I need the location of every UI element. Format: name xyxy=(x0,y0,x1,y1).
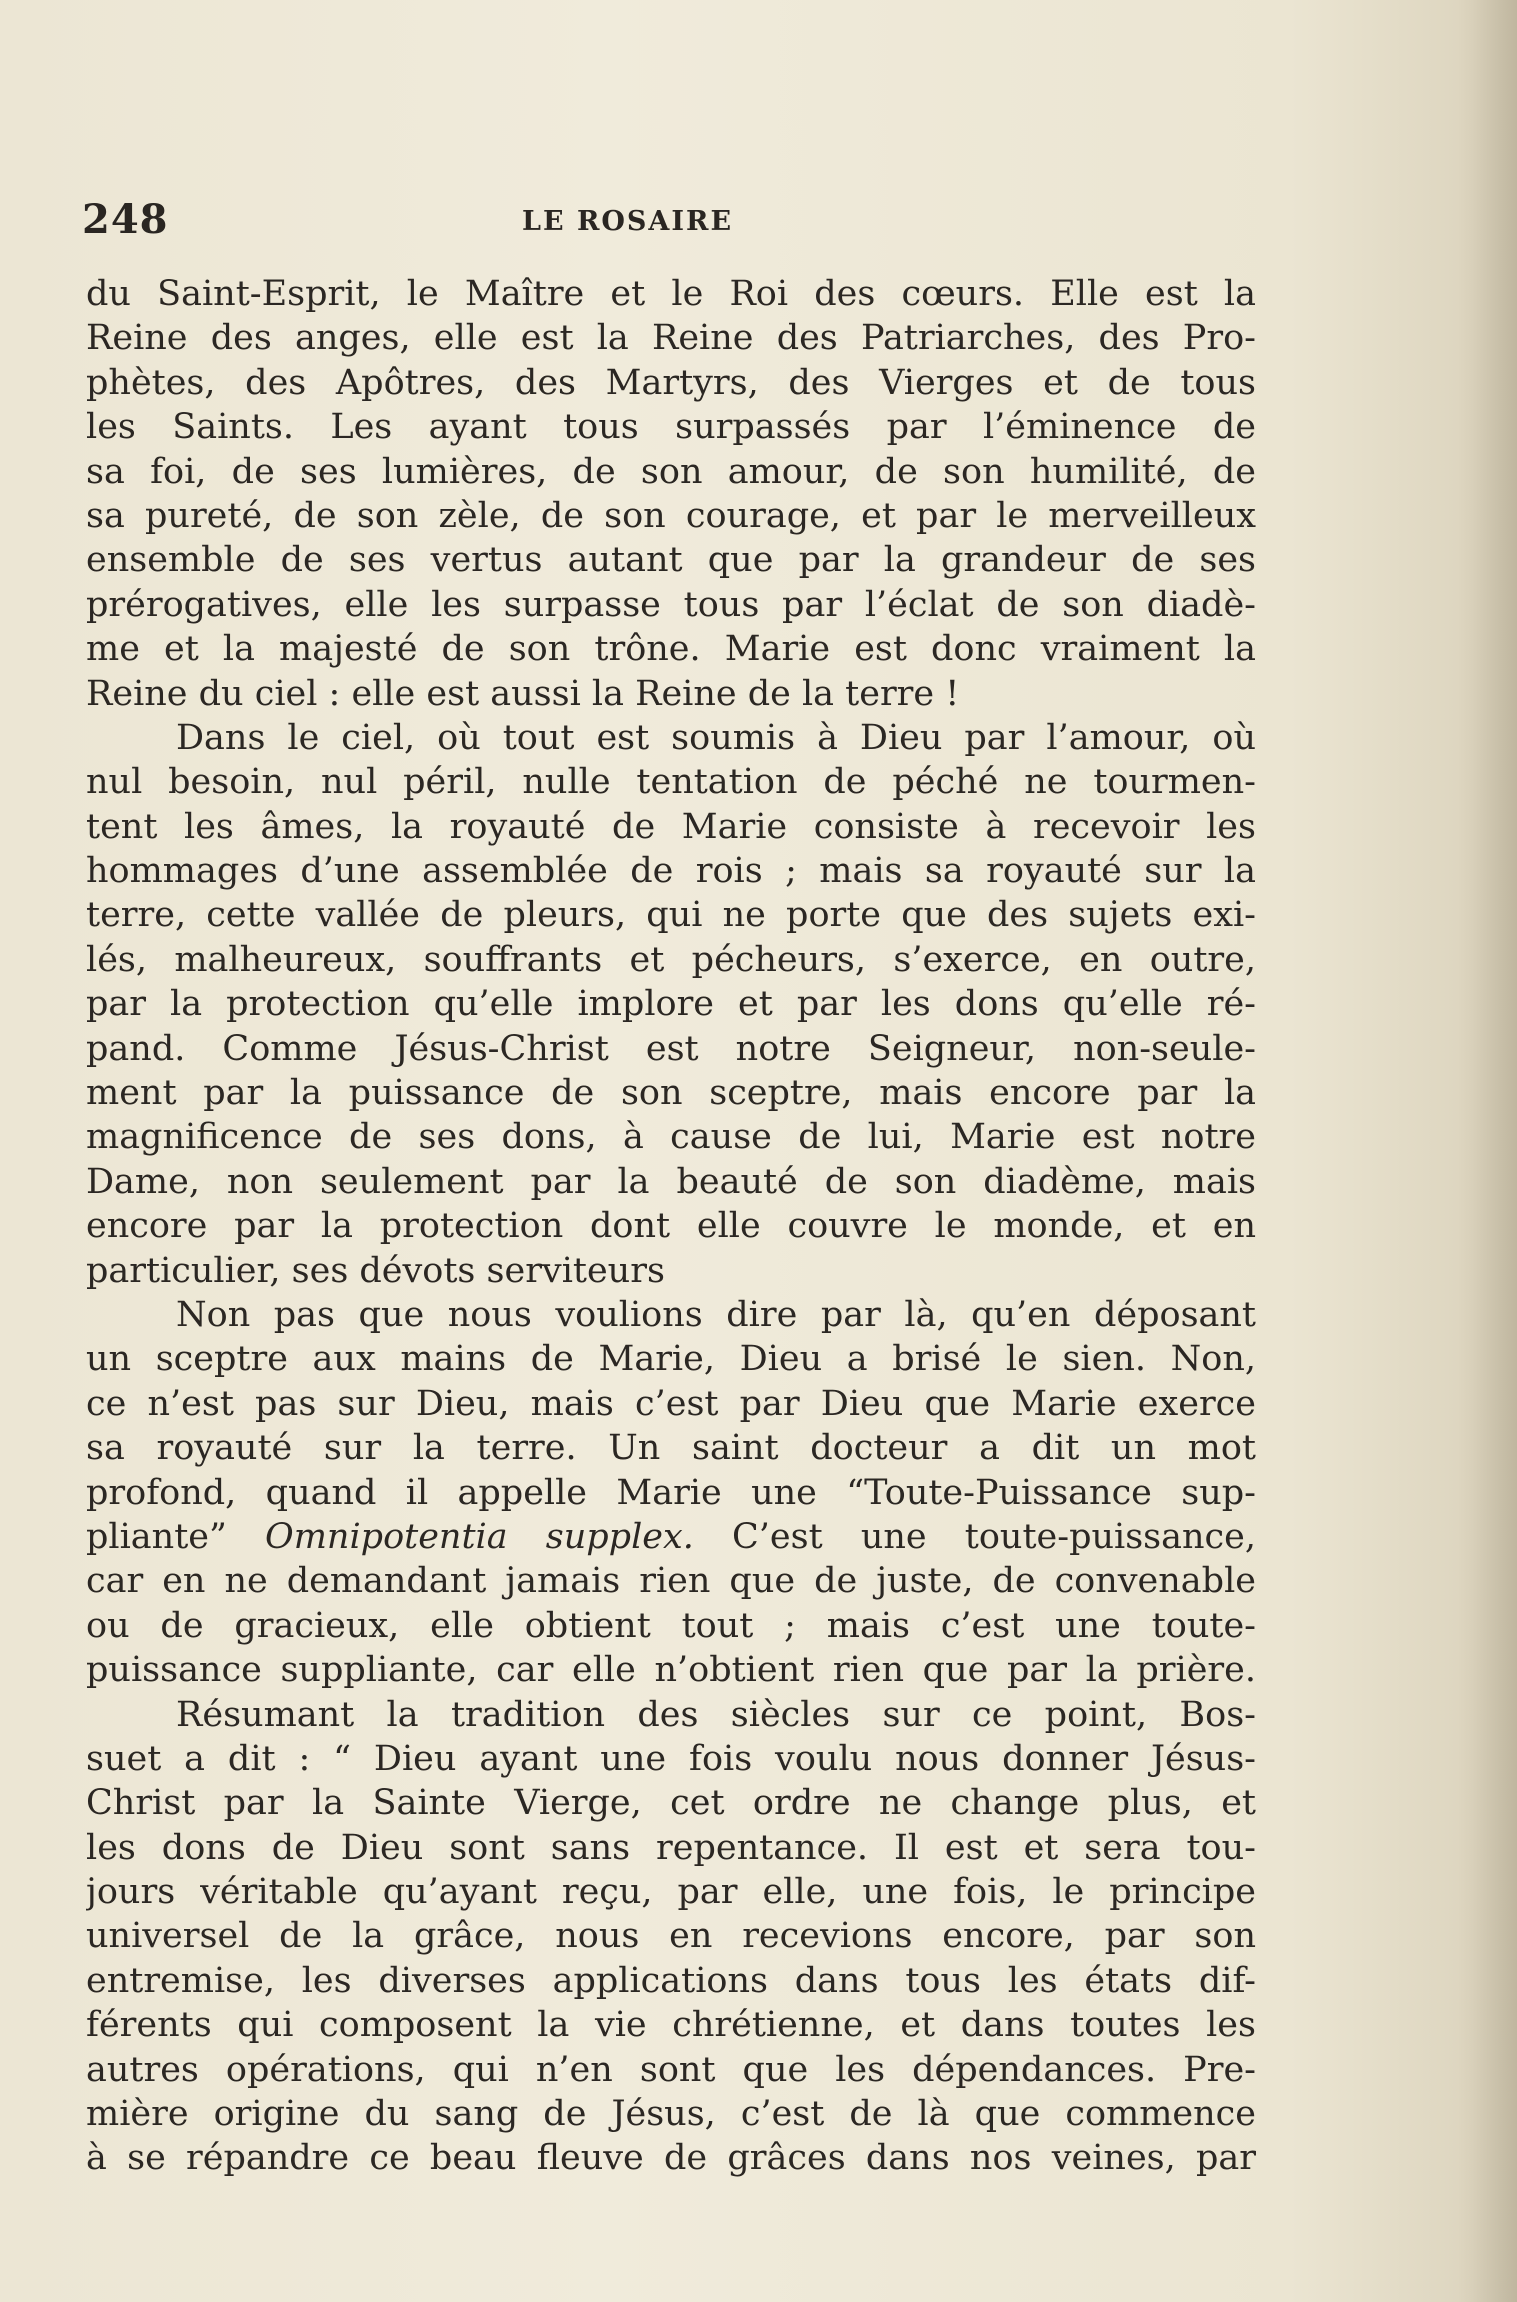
text-line-content: ment par la puissance de son sceptre, mais encore par la xyxy=(86,1073,1256,1114)
text-line-content: me et la majesté de son trône. Marie est donc vraiment la xyxy=(86,629,1256,670)
text-line xyxy=(86,982,1256,1026)
text-line xyxy=(86,1559,1256,1603)
text-line xyxy=(86,1027,1256,1071)
text-line xyxy=(86,1160,1256,1204)
text-line xyxy=(86,1914,1256,1958)
text-line-content: terre, cette vallée de pleurs, qui ne porte que des sujets exi- xyxy=(86,895,1256,936)
text-line-content: les Saints. Les ayant tous surpassés par l’éminence de xyxy=(86,407,1256,448)
text-line-content: ensemble de ses vertus autant que par la grandeur de ses xyxy=(86,540,1256,581)
text-line xyxy=(86,1737,1256,1781)
text-line xyxy=(86,938,1256,982)
text-line xyxy=(86,538,1256,582)
text-line xyxy=(86,361,1256,405)
text-line xyxy=(86,2136,1256,2180)
text-line xyxy=(86,1959,1256,2003)
text-line-content: prérogatives, elle les surpasse tous par l’éclat de son diadè- xyxy=(86,584,1256,625)
text-line xyxy=(86,1648,1256,1692)
text-line xyxy=(86,583,1256,627)
text-line xyxy=(86,1426,1256,1470)
text-line-content: tent les âmes, la royauté de Marie consiste à recevoir les xyxy=(86,806,1256,847)
text-line xyxy=(86,2048,1256,2092)
text-line-content: ou de gracieux, elle obtient tout ; mais c’est une toute- xyxy=(86,1605,1256,1646)
text-line-content: par la protection qu’elle implore et par les dons qu’elle ré- xyxy=(86,984,1256,1025)
text-line-content: Christ par la Sainte Vierge, cet ordre ne change plus, et xyxy=(86,1783,1256,1824)
text-line xyxy=(86,494,1256,538)
text-line-content: encore par la protection dont elle couvre le monde, et en xyxy=(86,1206,1256,1247)
text-line-content: pand. Comme Jésus-Christ est notre Seigneur, non-seule- xyxy=(86,1028,1256,1069)
text-line-content: entremise, les diverses applications dans tous les états dif- xyxy=(86,1960,1256,2001)
text-line xyxy=(86,805,1256,849)
text-line-content: particulier, ses dévots serviteurs xyxy=(86,1250,665,1291)
text-line xyxy=(86,716,1256,760)
text-line-content: suet a dit : “ Dieu ayant une fois voulu nous donner Jésus- xyxy=(86,1738,1256,1779)
text-line-content: les dons de Dieu sont sans repentance. Il est et sera tou- xyxy=(86,1827,1256,1868)
text-line-content: du Saint-Esprit, le Maître et le Roi des cœurs. Elle est la xyxy=(86,274,1256,314)
text-line-content: Résumant la tradition des siècles sur ce point, Bos- xyxy=(176,1694,1256,1735)
text-line-content: lés, malheureux, souffrants et pécheurs, s’exerce, en outre, xyxy=(86,939,1256,980)
text-line xyxy=(86,1204,1256,1248)
text-line xyxy=(86,1115,1256,1159)
text-line xyxy=(86,405,1256,449)
text-line-content: pliante” xyxy=(86,1516,227,1557)
text-line xyxy=(86,1604,1256,1648)
text-line xyxy=(86,1293,1256,1337)
text-line-content: Non pas que nous voulions dire par là, qu’en déposant xyxy=(176,1294,1256,1335)
text-line-content: un sceptre aux mains de Marie, Dieu a brisé le sien. Non, xyxy=(86,1339,1256,1380)
text-line-content: magnificence de ses dons, à cause de lui, Marie est notre xyxy=(86,1117,1256,1158)
text-line xyxy=(86,272,1256,316)
page-number: 248 xyxy=(82,196,169,243)
text-line-content: puissance suppliante, car elle n’obtient rien que par la prière. xyxy=(86,1650,1256,1691)
text-line-content: ce n’est pas sur Dieu, mais c’est par Dieu que Marie exerce xyxy=(86,1383,1256,1424)
text-line xyxy=(86,2003,1256,2047)
latin-phrase: Omnipotentia supplex. xyxy=(265,1516,694,1557)
text-line-content: Reine du ciel : elle est aussi la Reine de la terre ! xyxy=(86,673,960,714)
text-line-content: profond, quand il appelle Marie une “Toute-Puissance sup- xyxy=(86,1472,1256,1513)
page-edge-shadow xyxy=(1457,0,1517,2302)
text-line-content: universel de la grâce, nous en recevions encore, par son xyxy=(86,1916,1256,1957)
text-line-content: mière origine du sang de Jésus, c’est de là que commence xyxy=(86,2094,1256,2135)
text-line-content: autres opérations, qui n’en sont que les dépendances. Pre- xyxy=(86,2049,1256,2090)
text-line-content: nul besoin, nul péril, nulle tentation de péché ne tourmen- xyxy=(86,762,1256,803)
text-line xyxy=(86,1071,1256,1115)
text-line xyxy=(86,1337,1256,1381)
text-line xyxy=(86,760,1256,804)
text-line-content: Dame, non seulement par la beauté de son diadème, mais xyxy=(86,1161,1256,1202)
text-line xyxy=(86,1382,1256,1426)
text-line xyxy=(86,893,1256,937)
text-line xyxy=(86,2092,1256,2136)
text-line xyxy=(86,1693,1256,1737)
body-text xyxy=(86,272,1256,2181)
text-line-content: phètes, des Apôtres, des Martyrs, des Vierges et de tous xyxy=(86,362,1256,403)
text-line-content: sa pureté, de son zèle, de son courage, et par le merveilleux xyxy=(86,495,1256,536)
text-line xyxy=(86,450,1256,494)
text-line-content: à se répandre ce beau fleuve de grâces dans nos veines, par xyxy=(86,2138,1256,2179)
text-line-content: jours véritable qu’ayant reçu, par elle, une fois, le principe xyxy=(86,1872,1256,1913)
text-line xyxy=(86,849,1256,893)
text-line-content: Reine des anges, elle est la Reine des Patriarches, des Pro- xyxy=(86,318,1256,359)
running-title: LE ROSAIRE xyxy=(522,206,734,237)
text-line-content: sa royauté sur la terre. Un saint docteur a dit un mot xyxy=(86,1428,1256,1469)
text-line xyxy=(86,1870,1256,1914)
text-line xyxy=(86,1249,1256,1293)
text-line xyxy=(86,316,1256,360)
text-line-content: car en ne demandant jamais rien que de juste, de convenable xyxy=(86,1561,1256,1602)
text-line-content: hommages d’une assemblée de rois ; mais sa royauté sur la xyxy=(86,851,1256,892)
text-line xyxy=(86,627,1256,671)
text-line-content: sa foi, de ses lumières, de son amour, de son humilité, de xyxy=(86,451,1256,492)
text-line xyxy=(86,1515,1256,1559)
text-line xyxy=(86,1471,1256,1515)
text-line-content: férents qui composent la vie chrétienne, et dans toutes les xyxy=(86,2005,1256,2046)
page-header xyxy=(82,196,1252,246)
text-line-continuation: C’est une toute-puissance, xyxy=(693,1516,1256,1557)
text-line xyxy=(86,672,1256,716)
text-line xyxy=(86,1826,1256,1870)
text-line-content: Dans le ciel, où tout est soumis à Dieu par l’amour, où xyxy=(176,717,1256,758)
text-line xyxy=(86,1781,1256,1825)
